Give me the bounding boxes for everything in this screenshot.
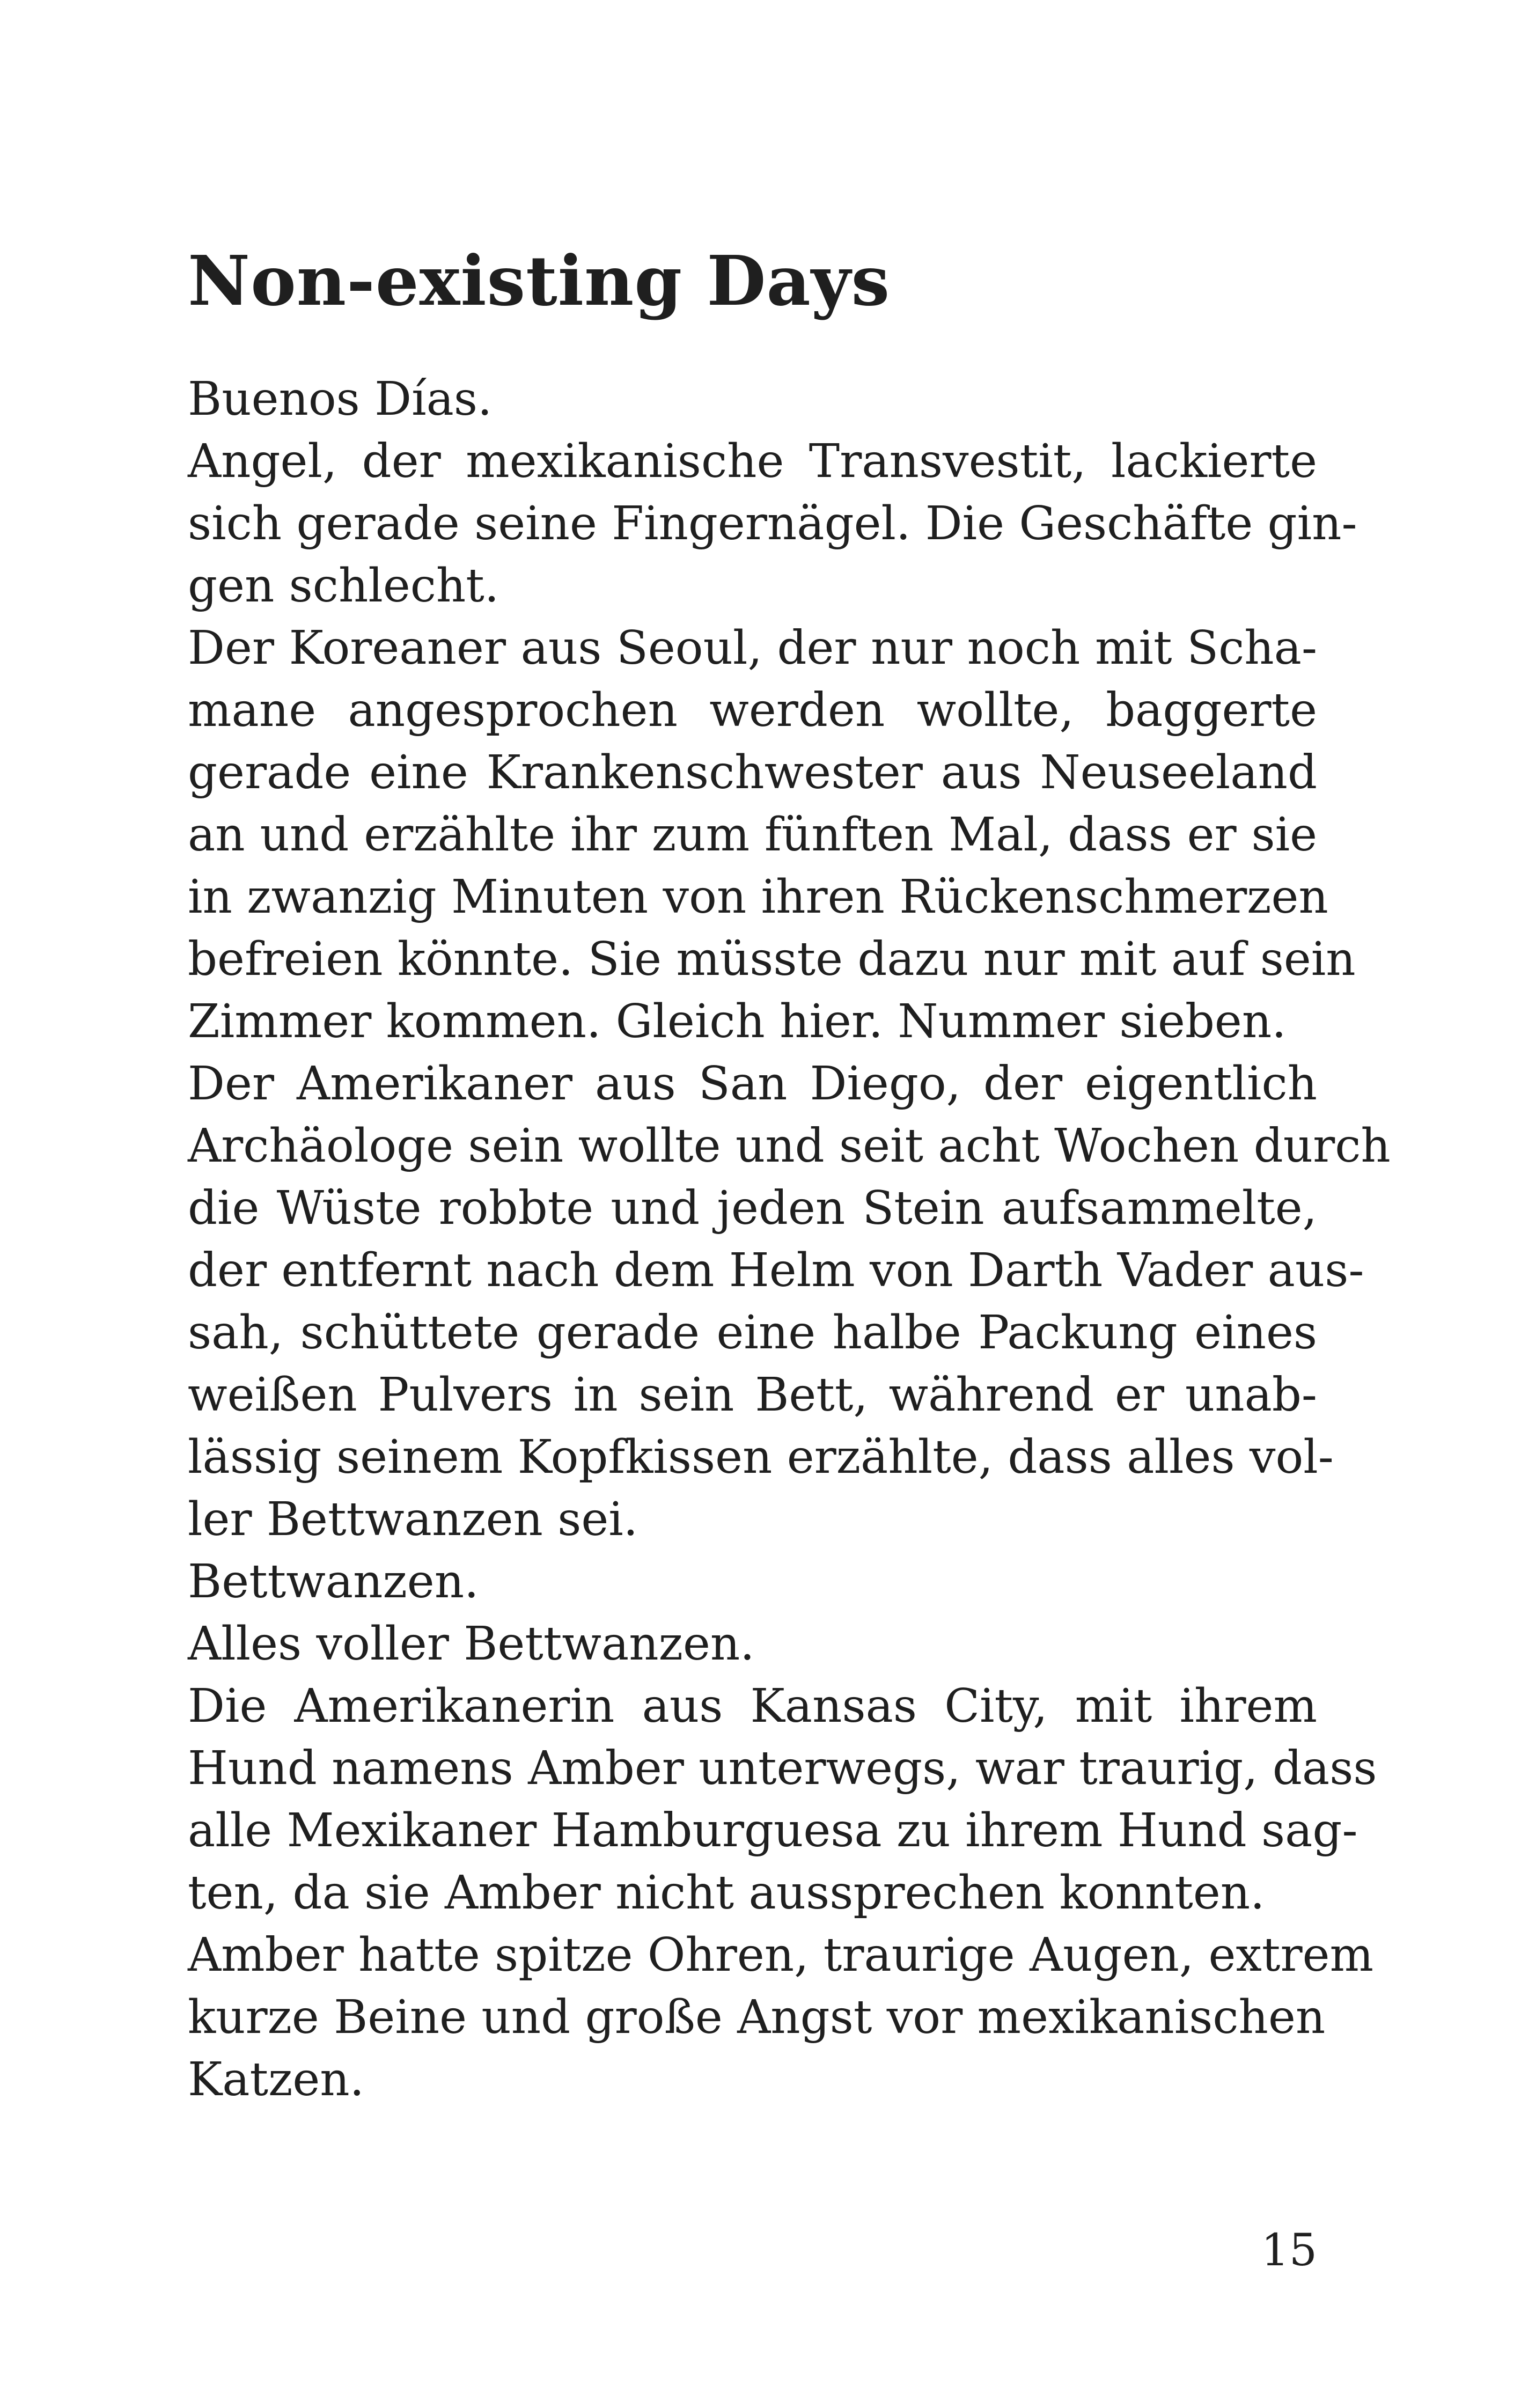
text-line: sich gerade seine Fingernägel. Die Geschäfte gin- <box>188 497 1357 550</box>
text-line: Angel, der mexikanische Transvestit, lackierte <box>188 435 1317 488</box>
text-line: ler Bettwanzen sei. <box>188 1493 638 1546</box>
text-line: an und erzählte ihr zum fünften Mal, dass er sie <box>188 808 1317 862</box>
page-number: 15 <box>1261 2225 1317 2276</box>
text-line: Die Amerikanerin aus Kansas City, mit ihrem <box>188 1679 1317 1733</box>
text-line: kurze Beine und große Angst vor mexikanischen <box>188 1991 1326 2044</box>
text-line: Amber hatte spitze Ohren, traurige Augen, extrem <box>188 1928 1374 1982</box>
text-line: Der Koreaner aus Seoul, der nur noch mit Scha- <box>188 621 1317 675</box>
text-line: mane angesprochen werden wollte, baggerte <box>188 684 1317 737</box>
text-line: lässig seinem Kopfkissen erzählte, dass alles vol- <box>188 1430 1334 1484</box>
text-line: alle Mexikaner Hamburguesa zu ihrem Hund sag- <box>188 1804 1358 1858</box>
text-line: Alles voller Bettwanzen. <box>188 1617 755 1671</box>
text-line: Der Amerikaner aus San Diego, der eigentlich <box>188 1057 1317 1111</box>
text-line: Bettwanzen. <box>188 1555 479 1609</box>
text-line: gerade eine Krankenschwester aus Neuseeland <box>188 746 1317 799</box>
text-line: gen schlecht. <box>188 559 499 613</box>
text-line: Archäologe sein wollte und seit acht Wochen durch <box>188 1119 1391 1173</box>
text-line: Buenos Días. <box>188 372 493 426</box>
text-line: der entfernt nach dem Helm von Darth Vader aus- <box>188 1244 1364 1297</box>
text-line: befreien könnte. Sie müsste dazu nur mit auf sein <box>188 933 1356 986</box>
text-line: in zwanzig Minuten von ihren Rückenschmerzen <box>188 870 1328 924</box>
text-line: Zimmer kommen. Gleich hier. Nummer sieben. <box>188 995 1287 1048</box>
text-line: Hund namens Amber unterwegs, war traurig, dass <box>188 1742 1377 1795</box>
text-line: Katzen. <box>188 2053 365 2106</box>
chapter-title: Non-existing Days <box>188 241 891 321</box>
body-text <box>188 368 1391 2111</box>
text-line: weißen Pulvers in sein Bett, während er unab- <box>188 1368 1317 1422</box>
text-line: ten, da sie Amber nicht aussprechen konnten. <box>188 1866 1265 1920</box>
text-line: die Wüste robbte und jeden Stein aufsammelte, <box>188 1181 1317 1235</box>
text-line: sah, schüttete gerade eine halbe Packung eines <box>188 1306 1317 1360</box>
